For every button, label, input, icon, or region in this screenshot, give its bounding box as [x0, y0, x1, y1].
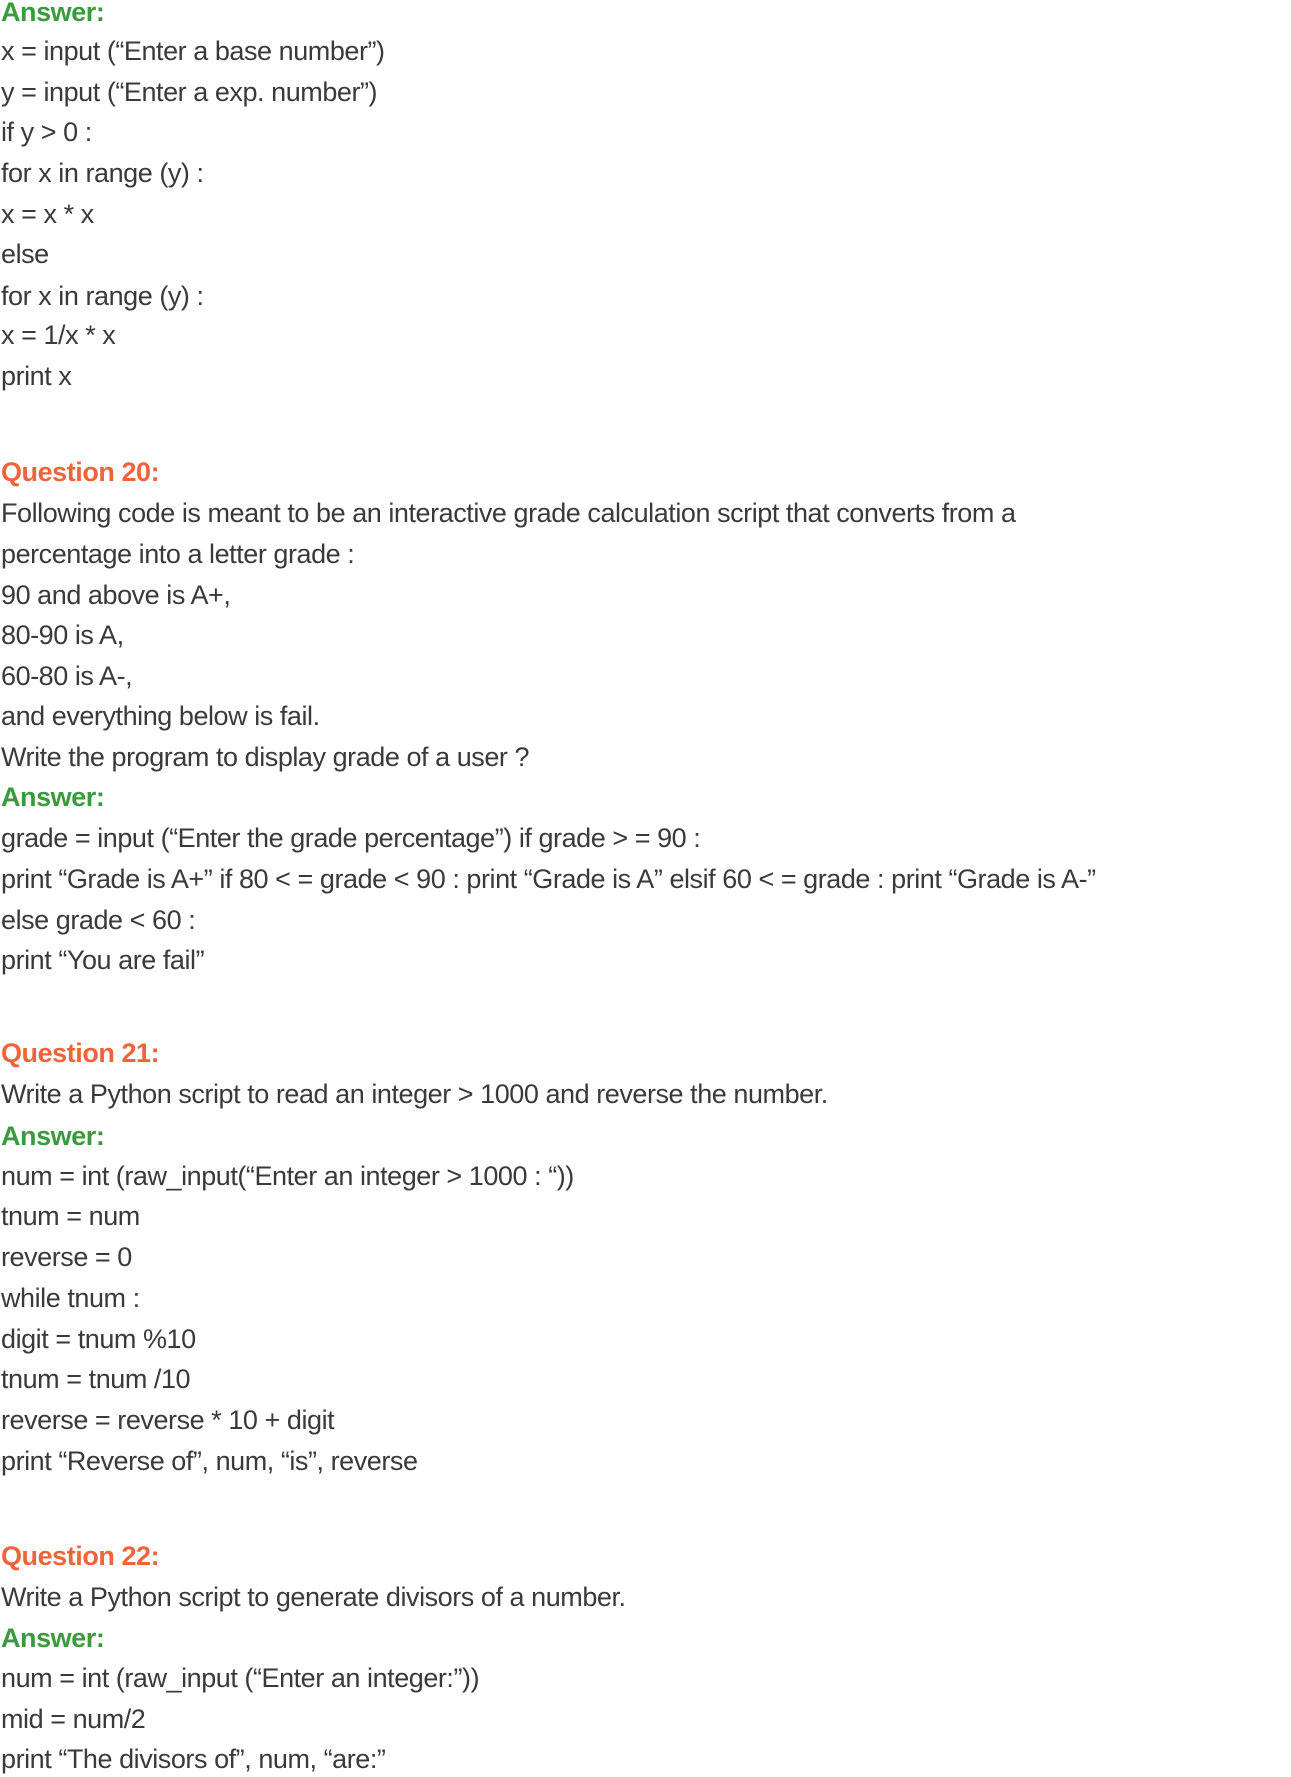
text-line: digit = tnum %10	[1, 1324, 196, 1354]
text-line: if y > 0 :	[1, 117, 92, 147]
text-line: y = input (“Enter a exp. number”)	[1, 77, 378, 107]
text-line: Following code is meant to be an interactive grade calculation script that converts from a	[1, 498, 1016, 528]
text-line: num = int (raw_input(“Enter an integer > 1000 : “))	[1, 1161, 574, 1191]
answer-heading: Answer:	[1, 782, 105, 812]
text-line: grade = input (“Enter the grade percentage”) if grade > = 90 :	[1, 823, 701, 853]
text-line: x = x * x	[1, 199, 94, 229]
text-line: 60-80 is A-,	[1, 661, 133, 691]
text-line: while tnum :	[1, 1283, 140, 1313]
text-line: x = 1/x * x	[1, 320, 116, 350]
answer-heading: Answer:	[1, 1121, 105, 1151]
text-line: for x in range (y) :	[1, 281, 204, 311]
question-heading: Question 22:	[1, 1541, 160, 1571]
text-line: 90 and above is A+,	[1, 580, 231, 610]
text-line: and everything below is fail.	[1, 701, 320, 731]
text-line: reverse = 0	[1, 1242, 132, 1272]
text-line: tnum = tnum /10	[1, 1364, 191, 1394]
text-line: else	[1, 239, 49, 269]
text-line: x = input (“Enter a base number”)	[1, 36, 385, 66]
text-line: num = int (raw_input (“Enter an integer:”))	[1, 1663, 480, 1693]
text-line: mid = num/2	[1, 1704, 146, 1734]
text-line: tnum = num	[1, 1201, 140, 1231]
text-line: Write a Python script to generate divisors of a number.	[1, 1582, 626, 1612]
text-line: reverse = reverse * 10 + digit	[1, 1405, 335, 1435]
text-line: print “Grade is A+” if 80 < = grade < 90 : print “Grade is A” elsif 60 < = grade : print “Grade is A-”	[1, 864, 1096, 894]
text-line: print “The divisors of”, num, “are:”	[1, 1744, 386, 1774]
text-line: percentage into a letter grade :	[1, 539, 355, 569]
answer-heading: Answer:	[1, 0, 105, 27]
answer-heading: Answer:	[1, 1623, 105, 1653]
text-line: Write a Python script to read an integer > 1000 and reverse the number.	[1, 1079, 828, 1109]
text-line: Write the program to display grade of a user ?	[1, 742, 530, 772]
text-line: else grade < 60 :	[1, 905, 196, 935]
text-line: for x in range (y) :	[1, 158, 204, 188]
question-heading: Question 20:	[1, 457, 160, 487]
text-line: print x	[1, 361, 72, 391]
question-heading: Question 21:	[1, 1038, 160, 1068]
text-line: print “Reverse of”, num, “is”, reverse	[1, 1446, 418, 1476]
text-line: 80-90 is A,	[1, 620, 124, 650]
text-line: print “You are fail”	[1, 945, 205, 975]
